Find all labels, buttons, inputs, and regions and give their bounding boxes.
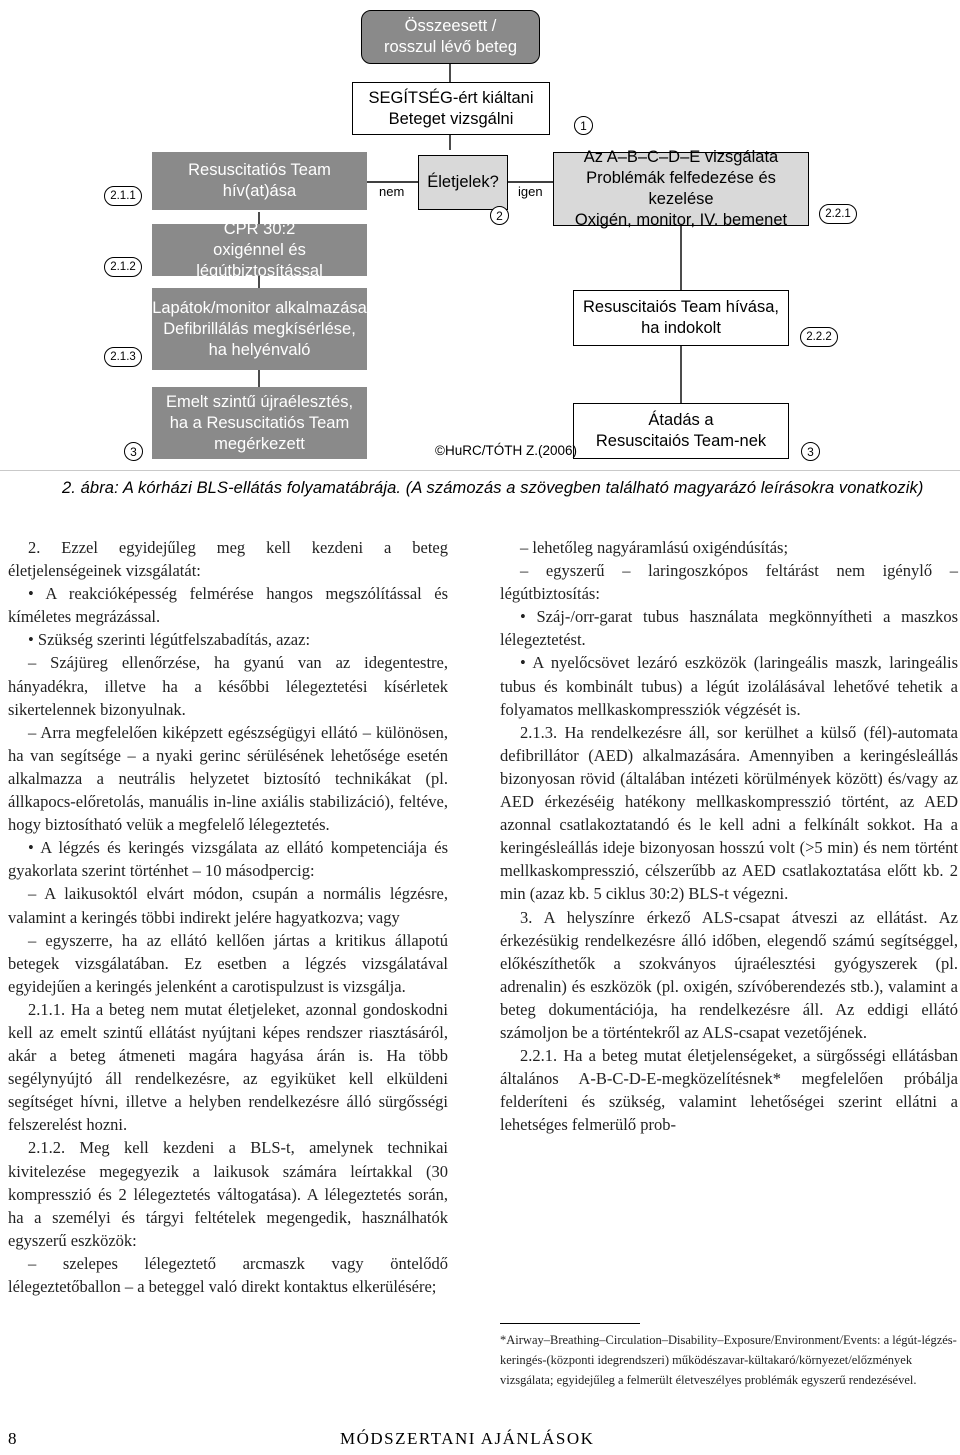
step-circle-1: 1: [574, 116, 593, 135]
step-circle-2: 2: [490, 206, 509, 225]
page-number: 8: [8, 1429, 17, 1448]
flowchart-connectors: [0, 0, 960, 470]
yes-label: igen: [518, 184, 543, 199]
paragraph: 2.1.1. Ha a beteg nem mutat életjeleket, azonnal gondoskodni kell az emelt szintű ellátást nyújtani képes rendszer riasztásáról, akár a beteg átmeneti magára hagyása árán is. Ha több segélynyújtó áll rendelkezésre, az egyiküket kell elküldeni segítséget hívni, illetve a helyben rendelkezésre álló sürgősségi felszerelést hozni.: [8, 999, 448, 1135]
dash-item: – egyszerre, ha az ellátó kellően jártas a kritikus állapotú betegek vizsgálatában. Ez esetben a légzés vizsgálatával egyidejűen a keringés jelenként a carotispulzust is vizsgálja.: [8, 930, 448, 996]
left-column: [8, 536, 448, 1298]
step-circle-3-left: 3: [124, 442, 143, 461]
cpr-box: CPR 30:2 oxigénnel és légútbiztosítással: [152, 224, 367, 276]
defib-box: Lapátok/monitor alkalmazása Defibrillálás megkísérlése, ha helyénvaló: [152, 288, 367, 370]
abcde-box: Az A–B–C–D–E vizsgálata Problémák felfedezése és kezelése Oxigén, monitor, IV. bemenet: [553, 152, 809, 226]
bullet-item: • Száj-/orr-garat tubus használata megkönnyítheti a maszkos lélegeztetést.: [500, 607, 958, 650]
footnote-divider: [500, 1323, 640, 1324]
handover-box: Átadás a Resuscitaiós Team-nek: [573, 403, 789, 459]
start-box: Összeesett / rosszul lévő beteg: [361, 10, 540, 64]
resus-team-call-box: Resuscitatiós Team hív(at)ása: [152, 152, 367, 210]
bullet-item: • A légzés és keringés vizsgálata az ellátó kompetenciája és gyakorlata szerint történhet – 10 másodpercig:: [8, 838, 448, 881]
bullet-item: • A nyelőcsövet lezáró eszközök (laringeális maszk, laringeális tubus és kombinált tubus) a légút izolálásával lehetővé tehetik a folyamatos mellkaskompressziók végzését is.: [500, 653, 958, 719]
figure-caption: 2. ábra: A kórházi BLS-ellátás folyamatábrája. (A számozás a szövegben található magyarázó leírásokra vonatkozik): [62, 479, 924, 497]
paragraph: 2. Ezzel egyidejűleg meg kell kezdeni a beteg életjelenségeinek vizsgálatát:: [8, 538, 448, 581]
flowchart-figure: [0, 0, 960, 471]
ref-2-1-1: 2.1.1: [104, 186, 142, 206]
dash-item: – egyszerű – laringoszkópos feltárást nem igénylő – légútbiztosítás:: [500, 561, 958, 604]
running-footer: MÓDSZERTANI AJÁNLÁSOK: [340, 1429, 595, 1448]
bullet-item: • A reakcióképesség felmérése hangos megszólítással és kíméletes megrázással.: [8, 584, 448, 627]
life-signs-question-box: Életjelek?: [418, 155, 508, 210]
ref-2-2-1: 2.2.1: [819, 204, 857, 224]
copyright-label: ©HuRC/TÓTH Z.(2006): [435, 443, 577, 458]
call-help-box: SEGÍTSÉG-ért kiáltani Beteget vizsgálni: [352, 82, 550, 135]
paragraph: 3. A helyszínre érkező ALS-csapat átveszi az ellátást. Az érkezésükig rendelkezésre álló időben, elegendő számú segítséggel, előkészíthetők a szokványos újraélesztési gyógyszerek (pl. adrenalin) és eszközök (pl. oxigén, szívóberendezés stb.), valamint a beteg dokumentációja, ha rendelkezésre áll. Az eddigi ellátó számoljon be a történtekről az ALS-csapat vezetőjének.: [500, 907, 958, 1042]
footnote: *Airway–Breathing–Circulation–Disability–Exposure/Environment/Events: a légút-légzés-keringés-(központi idegrendszeri) működészavar-kültakaró/környezet/előzmények vizsgálata; egyidejűleg a felmerült életveszélyes problémák egyszerű rendezésével.: [500, 1333, 957, 1387]
als-box: Emelt szintű újraélesztés, ha a Resuscitatiós Team megérkezett: [152, 387, 367, 459]
resus-team-if-needed-box: Resuscitaiós Team hívása, ha indokolt: [573, 290, 789, 346]
dash-item: – A laikusoktól elvárt módon, csupán a normális légzésre, valamint a keringés többi indirekt jelére hagyatkozva; vagy: [8, 884, 448, 927]
dash-item: – szelepes lélegeztető arcmaszk vagy öntelődő lélegeztetőballon – a beteggel való direkt kontaktus elkerülésére;: [8, 1253, 448, 1296]
bullet-item: • Szükség szerinti légútfelszabadítás, azaz:: [28, 630, 311, 650]
paragraph: 2.2.1. Ha a beteg mutat életjelenségeket, a sürgősségi ellátásban általános A-B-C-D-E-megközelítésnek* megfelelően próbálja felderíteni és szükség, valamint lehetőségei szerint ellátni a lehetséges felmerülő prob-: [500, 1046, 958, 1135]
dash-item: – lehetőleg nagyáramlású oxigéndúsítás;: [520, 538, 789, 557]
right-column: [500, 536, 958, 1136]
no-label: nem: [379, 184, 405, 199]
paragraph: 2.1.3. Ha rendelkezésre áll, sor kerülhet a külső (fél)-automata defibrillátor (AED) alkalmazására. Amennyiben a keringésleállás bizonyosan rövid (általában intézeti körülmények között) és/vagy az AED érkezéséig hatékony mellkaskompresszió történt, az AED azonnal csatlakoztatandó és le kell adni a felkínált sokkot. Ha a keringésleállás ideje bizonyosan hosszú volt (>5 min) és nem történt mellkaskompresszió, célszerűbb az AED csatlakoztatása előtt kb. 2 min (azaz kb. 5 ciklus 30:2) BLS-t végezni.: [500, 722, 958, 904]
ref-2-1-3: 2.1.3: [104, 347, 142, 367]
paragraph: 2.1.2. Meg kell kezdeni a BLS-t, amelynek technikai kivitelezése megegyezik a laikusok számára leírtakkal (30 kompresszió és 2 lélegeztetés váltogatása). A lélegeztetés során, ha a személyi és tárgyi feltételek megengedik, használhatók egyszerű eszközök:: [8, 1138, 448, 1250]
ref-2-1-2: 2.1.2: [104, 257, 142, 277]
ref-2-2-2: 2.2.2: [800, 327, 838, 347]
dash-item: – Szájüreg ellenőrzése, ha gyanú van az idegentestre, hányadékra, illetve ha a későbbi lélegeztetési kísérletek sikertelennek bizonyulnak.: [8, 653, 448, 719]
step-circle-3-right: 3: [801, 442, 820, 461]
dash-item: – Arra megfelelően kiképzett egészségügyi ellátó – különösen, ha van segítsége – a nyaki gerinc sérülésének lehetősége esetén alkalmazza a neutrális helyzetet biztosító technikákat (pl. állkapocs-előretolás, manuális in-line axiális stabilizáció), feltéve, hogy biztosítható velük a megfelelő lélegeztetés.: [8, 722, 448, 835]
